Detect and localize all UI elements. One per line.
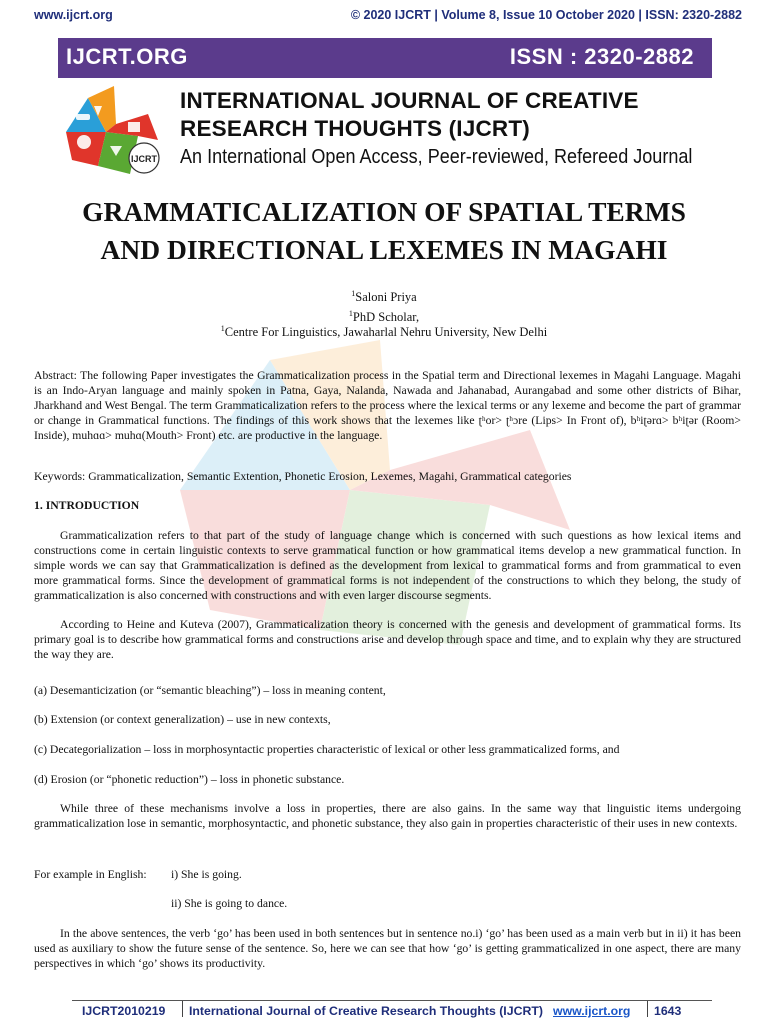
footer-url-link[interactable]: www.ijcrt.org [553, 1004, 631, 1018]
list-item-d: (d) Erosion (or “phonetic reduction”) – loss in phonetic substance. [34, 773, 345, 786]
footer-divider [182, 1001, 183, 1017]
example-sentence-1: i) She is going. [171, 868, 242, 881]
example-label: For example in English: [34, 868, 147, 881]
journal-banner [58, 38, 712, 78]
author-name [0, 289, 768, 305]
section-heading: 1. INTRODUCTION [34, 499, 140, 512]
author-role [0, 309, 768, 325]
ijcrt-logo [58, 84, 178, 180]
paper-title-line1: GRAMMATICALIZATION OF SPATIAL TERMS [82, 196, 686, 227]
issue-info: © 2020 IJCRT | Volume 8, Issue 10 October 2020 | ISSN: 2320-2882 [350, 8, 742, 22]
intro-paragraph-1: Grammaticalization refers to that part of the study of language change which is concerned with such questions as how lexical items and constructions come in certain linguistic contexts to serve grammatical function or how grammatical items develop a new grammatical function. In simple words we can say that Grammaticalization is defined as the development from lexical to grammatical forms and from grammatical to even more grammatical forms. Since the development of grammatical forms is not independent of the constructions to which they belong, the study of grammaticalization is also concerned with constructions and with even larger discourse segments. [34, 529, 741, 602]
banner-site-name: IJCRT.ORG [66, 44, 188, 69]
footer-rule [72, 1000, 712, 1001]
author-superscript: 1 [351, 289, 356, 298]
journal-title-line2: RESEARCH THOUGHTS (IJCRT) [180, 116, 531, 141]
site-link[interactable]: www.ijcrt.org [34, 8, 113, 22]
paper-title-line2: AND DIRECTIONAL LEXEMES IN MAGAHI [100, 234, 668, 265]
example-line-1 [34, 867, 741, 882]
affiliation-text: Centre For Linguistics, Jawaharlal Nehru University, New Delhi [224, 325, 548, 340]
footer-divider [647, 1001, 648, 1017]
example-sentence-2: ii) She is going to dance. [171, 897, 288, 910]
footer-page-number: 1643 [654, 1004, 682, 1018]
logo-text: IJCRT [130, 154, 158, 164]
affiliation-superscript: 1 [220, 324, 225, 333]
list-item-a: (a) Desemanticization (or “semantic bleaching”) – loss in meaning content, [34, 684, 386, 697]
abstract: Abstract: The following Paper investigates the Grammaticalization process in the Spatial term and Directional lexemes in Magahi Language. Magahi is an Indo-Aryan language and mainly spoken in Patna, Gaya, Nalanda, Nawada and Jahanabad, Aurangabad and some other districts of Bihar, Jharkhand and West Bengal. The term Grammaticalization refers to the process where the lexical terms or any lexeme and become the part of grammar or change in Grammatical functions. The findings of this work shows that the lexemes like ʈʰor> ʈʰɔre (Lips> In Front of), bʰiʈərɑ> bʰiʈər (Room> Inside), muhɑɑ> muhɑ(Mouth> Front) etc. are productive in the language. [34, 369, 741, 442]
list-item-c: (c) Decategorialization – loss in morphosyntactic properties characteristic of lexical or other less grammaticalized forms, and [34, 743, 620, 756]
journal-title-line1: INTERNATIONAL JOURNAL OF CREATIVE [180, 88, 639, 113]
footer-journal-name: International Journal of Creative Research Thoughts (IJCRT) [189, 1004, 543, 1018]
journal-subtitle: An International Open Access, Peer-reviewed, Refereed Journal [180, 145, 693, 168]
role-superscript: 1 [348, 309, 353, 318]
intro-paragraph-4: In the above sentences, the verb ‘go’ has been used in both sentences but in sentence no.i) ‘go’ has been used as a main verb but in ii) it has been used as auxiliary to show the future sense of the sentence. So, here we can see that how ‘go’ is getting grammaticalized in one aspect, there are many perspectives in which ‘go’ shows its productivity. [34, 927, 741, 970]
keywords: Keywords: Grammaticalization, Semantic Extention, Phonetic Erosion, Lexemes, Magahi, Grammatical categories [34, 470, 572, 483]
paper-title [24, 193, 744, 269]
author-text: Saloni Priya [355, 290, 417, 305]
journal-title [180, 87, 639, 143]
list-item-b: (b) Extension (or context generalization) – use in new contexts, [34, 713, 331, 726]
role-text: PhD Scholar, [352, 310, 420, 325]
footer-paper-id: IJCRT2010219 [82, 1004, 166, 1018]
banner-issn: ISSN : 2320-2882 [509, 44, 694, 69]
author-affiliation [0, 324, 768, 340]
page-header [34, 8, 742, 26]
intro-paragraph-2: According to Heine and Kuteva (2007), Grammaticalization theory is concerned with the genesis and development of grammatical forms. Its primary goal is to describe how grammatical forms and constructions arise and develop through space and time, and to explain why they are structured the way they are. [34, 618, 741, 661]
intro-paragraph-3: While three of these mechanisms involve a loss in properties, there are also gains. In the same way that linguistic items undergoing grammaticalization lose in semantic, morphosyntactic, and phonetic substance, they also gain in properties characteristic of their uses in new contexts. [34, 802, 741, 830]
page-footer [72, 1000, 712, 1020]
